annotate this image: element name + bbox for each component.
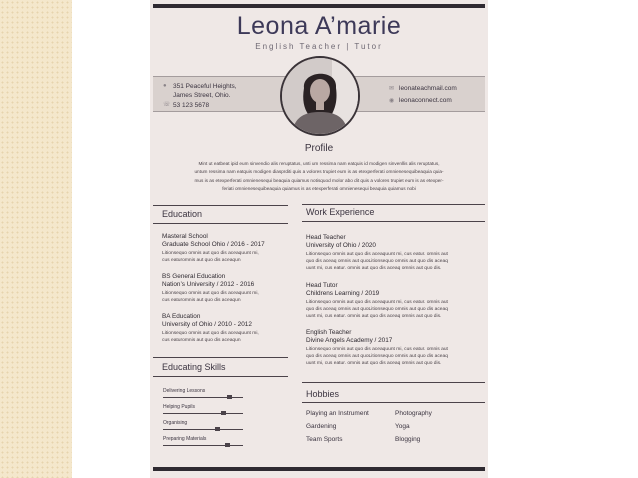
skills-rule-top [153, 357, 288, 358]
hobbies-rule-top [302, 382, 485, 383]
skill-level-marker [227, 395, 232, 399]
profile-text [164, 160, 474, 193]
work-rule-bottom [302, 221, 485, 222]
profile-line: Mint ut eatbeat ipid eum sinvendio alis reruptatus, unti um ressima nam eatquis id modigen sinvenllis alis reruptatus, [198, 161, 440, 166]
hobby-item: Blogging [395, 436, 421, 443]
contact-left [163, 82, 237, 110]
candidate-title: English Teacher | Tutor [255, 42, 383, 51]
education-heading: Education [162, 209, 203, 219]
skill-level-marker [225, 443, 230, 447]
skill-level-marker [221, 411, 226, 415]
phone-number: 53 123 5678 [173, 102, 210, 109]
address-line-2: James Street, Ohio. [173, 92, 231, 99]
skill-level-marker [215, 427, 220, 431]
skill-label: Delivering Lessons [163, 388, 206, 394]
work-item: Head Teacher University of Ohio / 2020 Litionsequo omnis aut quo dis aceaquunt mi, cus eatur. omnis aut quo dis aceaq omnis aut quoLitionsequo omnis aut quo dis aceaq uunt mi, cus eatur. omnis aut quo dis aceaq omnis aut quo dis. [306, 234, 448, 271]
candidate-name: Leona A’marie [236, 12, 402, 40]
resume-page [150, 0, 488, 478]
profile-photo [280, 56, 360, 136]
work-item: English Teacher Divine Angels Academy / 2017 Litionsequo omnis aut quo dis aceaquunt mi, cus eatur. omnis aut quo dis aceaq omnis aut quoLitionsequo omnis aut quo dis aceaq uunt mi, cus eatur. omnis aut quo dis aceaq omnis aut quo dis. [306, 329, 448, 366]
bottom-bar [153, 467, 485, 471]
email-address[interactable]: leonateachmail.com [399, 85, 457, 92]
skill-label: Helping Pupils [163, 404, 195, 410]
work-heading: Work Experience [306, 207, 375, 217]
hobby-item: Photography [395, 410, 432, 417]
contact-right [389, 83, 457, 107]
background-pattern [0, 0, 72, 478]
hobby-item: Playing an Instrument [306, 410, 369, 417]
mail-icon: ✉ [389, 86, 395, 92]
hobby-item: Yoga [395, 423, 410, 430]
profile-line: mus is as etexperferati omnienesequi beaquia quiamus notisquod molor abo dit quis a volores trupiet eum is as etexper- [194, 177, 444, 183]
skill-level-track [163, 413, 243, 414]
education-item: BS General Education Nation’s University / 2012 - 2016 Litionsequo omnis aut quo dis aceaquunt mi, cus eaturomnis aut quo dis aceaqun [162, 273, 259, 303]
globe-icon: ◉ [389, 98, 395, 104]
top-bar [153, 4, 485, 8]
skill-level-track [163, 429, 243, 430]
skill-label: Organising [163, 420, 188, 426]
skills-rule-bottom [153, 376, 288, 377]
website[interactable]: leonaconnect.com [399, 97, 452, 104]
education-rule-top [153, 205, 288, 206]
skill-label: Preparing Materials [163, 436, 207, 442]
hobbies-heading: Hobbies [306, 389, 340, 399]
skill-level-track [163, 397, 243, 398]
hobby-item: Team Sports [306, 436, 343, 443]
skills-heading: Educating Skills [162, 362, 226, 372]
profile-line: feriati omnienesequibeaquia quiamus is as etexperferati omnienesequi beaquia quiamus nobi [222, 185, 416, 191]
education-rule-bottom [153, 223, 288, 224]
phone-icon: ☏ [163, 102, 171, 108]
profile-line: untum ressima nam eatquis modigen diasprditi quis a volores trupiet eum is as etexperferati omnienesequibeaquia quia- [194, 169, 444, 175]
hobby-item: Gardening [306, 423, 337, 430]
skill-level-track [163, 445, 243, 446]
location-icon: ● [163, 83, 167, 89]
work-item: Head Tutor Childrens Learning / 2019 Litionsequo omnis aut quo dis aceaquunt mi, cus eatur. omnis aut quo dis aceaq omnis aut quoLitionsequo omnis aut quo dis aceaq uunt mi, cus eatur. omnis aut quo dis aceaq omnis aut quo dis. [306, 282, 448, 319]
address-line-1: 351 Peaceful Heights, [173, 83, 237, 90]
education-item: Masteral School Graduate School Ohio / 2016 - 2017 Litionsequo omnis aut quo dis aceaquunt mi, cus eaturomnis aut quo dis aceaqun [162, 233, 265, 263]
education-item: BA Education University of Ohio / 2010 - 2012 Litionsequo omnis aut quo dis aceaquunt mi, cus eaturomnis aut quo dis aceaqun [162, 313, 259, 343]
work-rule-top [302, 204, 485, 205]
profile-heading: Profile [304, 143, 334, 154]
hobbies-rule-bottom [302, 402, 485, 403]
